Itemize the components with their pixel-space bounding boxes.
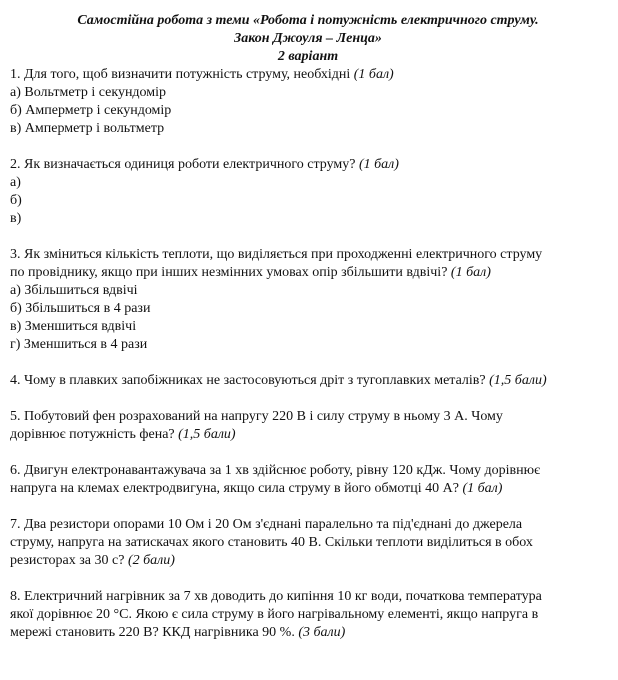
question-3-points: (1 бал) <box>450 265 491 280</box>
question-2-option-a: а) <box>10 175 21 190</box>
question-4-points: (1,5 бали) <box>489 373 547 388</box>
question-7-text-line2: струму, напруга на затискачах якого становить 40 В. Скільки теплоти виділиться в обох <box>10 535 533 550</box>
question-5-text-line1: 5. Побутовий фен розрахований на напругу 220 В і силу струму в ньому 3 А. Чому <box>10 409 503 424</box>
question-7-text-line1: 7. Два резистори опорами 10 Ом і 20 Ом з'єднані паралельно та під'єднані до джерела <box>10 517 523 532</box>
question-2-option-b: б) <box>10 193 22 208</box>
question-7-text-line3: резисторах за 30 с? (2 бали) <box>10 553 175 568</box>
question-1-points: (1 бал) <box>353 67 394 82</box>
question-2-text: 2. Як визначається одиниця роботи електричного струму? (1 бал) <box>10 157 399 172</box>
question-3-option-b: б) Збільшиться в 4 рази <box>10 301 151 316</box>
question-5 <box>10 408 606 444</box>
question-8-text-line3: мережі становить 220 В? ККД нагрівника 90 %. (3 бали) <box>10 625 346 640</box>
question-3-option-a: а) Збільшиться вдвічі <box>10 283 138 298</box>
question-1-option-c: в) Амперметр і вольтметр <box>10 121 165 136</box>
question-8-points: (3 бали) <box>298 625 346 640</box>
question-8 <box>10 588 606 642</box>
question-6 <box>10 462 606 498</box>
question-3-text-line1: 3. Як зміниться кількість теплоти, що виділяється при проходженні електричного струму <box>10 247 543 262</box>
question-1-option-a: а) Вольтметр і секундомір <box>10 85 167 100</box>
header-title-line1: Самостійна робота з теми «Робота і потужність електричного струму. <box>77 13 539 28</box>
question-8-text-line1: 8. Електричний нагрівник за 7 хв доводить до кипіння 10 кг води, початкова температура <box>10 589 542 604</box>
header-variant: 2 варіант <box>277 49 339 64</box>
question-7-points: (2 бали) <box>127 553 175 568</box>
question-2-points: (1 бал) <box>358 157 399 172</box>
question-6-text-line2: напруга на клемах електродвигуна, якщо сила струму в його обмотці 40 А? (1 бал) <box>10 481 503 496</box>
question-4-text: 4. Чому в плавких запобіжниках не застосовуються дріт з тугоплавких металів? (1,5 бали) <box>10 373 547 388</box>
question-3 <box>10 246 606 354</box>
question-5-text-line2: дорівнює потужність фена? (1,5 бали) <box>10 427 236 442</box>
question-3-option-d: г) Зменшиться в 4 рази <box>10 337 148 352</box>
worksheet-page <box>10 12 606 642</box>
question-6-text-line1: 6. Двигун електронавантажувача за 1 хв здійснює роботу, рівну 120 кДж. Чому дорівнює <box>10 463 541 478</box>
question-7 <box>10 516 606 570</box>
question-2 <box>10 156 606 228</box>
header-title-line2: Закон Джоуля – Ленца» <box>234 31 382 46</box>
worksheet-header <box>10 12 606 66</box>
question-1 <box>10 66 606 138</box>
question-6-points: (1 бал) <box>462 481 503 496</box>
question-3-option-c: в) Зменшиться вдвічі <box>10 319 137 334</box>
question-5-points: (1,5 бали) <box>178 427 236 442</box>
question-3-text-line2: по провіднику, якщо при інших незмінних умовах опір збільшити вдвічі? (1 бал) <box>10 265 491 280</box>
question-1-text: 1. Для того, щоб визначити потужність струму, необхідні (1 бал) <box>10 67 394 82</box>
question-4 <box>10 372 606 390</box>
question-1-option-b: б) Амперметр і секундомір <box>10 103 172 118</box>
question-2-option-c: в) <box>10 211 22 226</box>
question-8-text-line2: якої дорівнює 20 °С. Якою є сила струму в його нагрівальному елементі, якщо напруга в <box>10 607 539 622</box>
